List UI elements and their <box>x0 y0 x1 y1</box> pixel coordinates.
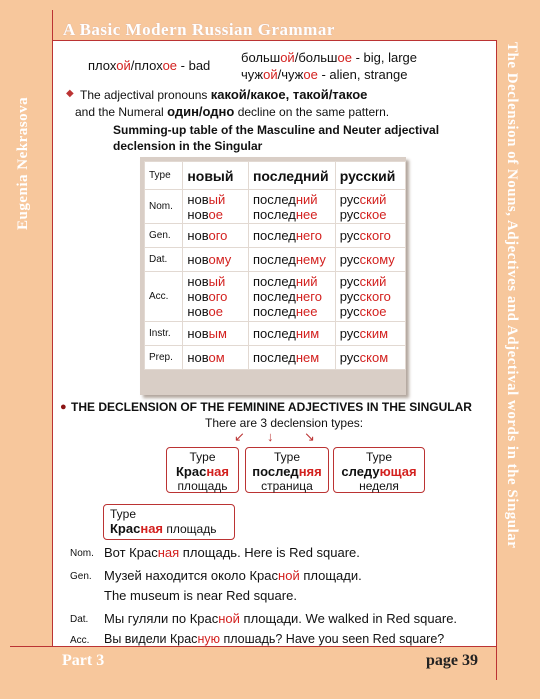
type-box-sleduyuschaya <box>333 447 425 493</box>
declension-table-frame <box>140 157 406 395</box>
diamond-bullet-icon: ◆ <box>66 88 74 99</box>
word-form: новый <box>187 191 226 207</box>
type-header-cell: Type <box>145 162 183 190</box>
author-name: Eugenia Nekrasova <box>15 96 31 230</box>
feminine-heading: THE DECLENSION OF THE FEMININE ADJECTIVES IN THE SINGULAR <box>71 400 472 414</box>
book-title: A Basic Modern Russian Grammar <box>63 20 335 39</box>
type-label: Type <box>273 450 300 464</box>
type-noun: неделя <box>359 479 399 493</box>
table-row <box>145 190 406 224</box>
word-form: нового <box>187 228 228 243</box>
header-novyi: новый <box>183 162 249 190</box>
type-noun: площадь <box>177 479 228 493</box>
example-case: Nom. <box>70 548 94 559</box>
word-form: последний <box>252 191 318 207</box>
example-type-phrase: Красная площадь <box>110 521 217 536</box>
word-form: последнему <box>252 252 326 267</box>
frame-line-left <box>52 10 53 646</box>
example-case: Acc. <box>70 635 90 646</box>
table-row <box>145 272 406 322</box>
example-translation: The museum is near Red square. <box>104 588 297 603</box>
example-sentence: Вот Красная площадь. Here is Red square. <box>104 545 360 560</box>
word-pair-big: большой/большое - big, large <box>241 50 418 65</box>
form-cell <box>248 224 335 248</box>
page-number: page 39 <box>426 652 478 669</box>
case-cell: Dat. <box>145 248 183 272</box>
frame-line-top <box>52 40 496 41</box>
table-row <box>145 248 406 272</box>
example-sentence: Мы гуляли по Красной площади. We walked in Red square. <box>104 611 458 626</box>
form-cell <box>248 322 335 346</box>
type-label: Type <box>189 450 216 464</box>
table-header-row <box>145 162 406 190</box>
case-cell: Prep. <box>145 346 183 370</box>
word-form: русский <box>339 274 387 289</box>
part-label: Part 3 <box>62 652 105 669</box>
form-cell <box>248 248 335 272</box>
case-cell: Nom. <box>145 190 183 224</box>
form-cell <box>335 224 405 248</box>
form-cell <box>183 190 249 224</box>
form-cell <box>335 346 405 370</box>
pronouns-note-line2: and the Numeral один/одно decline on the same pattern. <box>75 104 390 119</box>
word-pair-bad: плохой/плохое - bad <box>88 58 211 73</box>
type-adjective: последняя <box>252 464 322 479</box>
frame-line-bottom <box>10 646 496 647</box>
summary-title-line2: declension in the Singular <box>113 139 263 153</box>
word-form: русским <box>339 326 389 341</box>
type-noun: страница <box>261 479 313 493</box>
declension-table <box>144 161 406 370</box>
table-row <box>145 346 406 370</box>
example-case: Gen. <box>70 571 92 582</box>
word-form: русское <box>339 206 387 222</box>
word-form: новое <box>187 304 223 319</box>
form-cell <box>335 190 405 224</box>
arrow-down-left-icon: ↙ <box>234 429 245 444</box>
word-form: русское <box>339 304 387 319</box>
bullet-icon: ● <box>60 401 67 413</box>
form-cell <box>248 346 335 370</box>
case-cell: Gen. <box>145 224 183 248</box>
form-cell <box>183 346 249 370</box>
example-case: Dat. <box>70 614 89 625</box>
frame-line-right <box>496 40 497 680</box>
word-form: последний <box>252 274 318 289</box>
word-form: последним <box>252 326 320 341</box>
word-form: последнее <box>252 206 318 222</box>
word-form: последнее <box>252 304 318 319</box>
feminine-subheading: There are 3 declension types: <box>205 416 364 430</box>
case-cell: Acc. <box>145 272 183 322</box>
header-posledniy: последний <box>248 162 335 190</box>
word-form: новый <box>187 274 226 289</box>
form-cell <box>183 248 249 272</box>
word-form: новому <box>187 252 232 267</box>
example-sentence: Вы видели Красную плошадь? Have you seen Red square? <box>104 632 445 646</box>
word-form: новое <box>187 206 223 222</box>
form-cell <box>248 190 335 224</box>
form-cell <box>183 272 249 322</box>
header-russkiy: русский <box>335 162 405 190</box>
pronouns-note-line1: The adjectival pronouns какой/какое, такой/такое <box>80 87 368 102</box>
form-cell <box>248 272 335 322</box>
word-form: русского <box>339 228 391 243</box>
type-box-krasnaya <box>166 447 239 493</box>
word-form: нового <box>187 289 228 304</box>
word-form: последнем <box>252 350 320 365</box>
form-cell <box>335 248 405 272</box>
arrow-down-icon: ↓ <box>267 429 274 444</box>
chapter-side-title: The Declension of Nouns, Adjectives and Adjectival words in the Singular <box>504 42 520 549</box>
form-cell <box>335 272 405 322</box>
word-form: русскому <box>339 252 395 267</box>
word-form: русского <box>339 289 391 304</box>
word-form: новом <box>187 350 225 365</box>
example-type-box <box>103 504 235 540</box>
word-form: русском <box>339 350 389 365</box>
form-cell <box>183 224 249 248</box>
case-cell: Instr. <box>145 322 183 346</box>
type-adjective: Красная <box>175 464 229 479</box>
table-row <box>145 224 406 248</box>
type-adjective: следующая <box>341 464 417 479</box>
word-form: русский <box>339 191 387 207</box>
table-row <box>145 322 406 346</box>
arrow-down-right-icon: ↘ <box>304 429 315 444</box>
example-sentence: Музей находится около Красной площади. <box>104 568 362 583</box>
word-form: последнего <box>252 289 322 304</box>
summary-title-line1: Summing-up table of the Masculine and Neuter adjectival <box>113 123 440 137</box>
type-box-poslednyaya <box>245 447 329 493</box>
word-form: новым <box>187 326 227 341</box>
example-type-label: Type <box>110 507 137 521</box>
type-label: Type <box>365 450 392 464</box>
form-cell <box>335 322 405 346</box>
word-pair-alien: чужой/чужое - alien, strange <box>241 67 408 82</box>
form-cell <box>183 322 249 346</box>
word-form: последнего <box>252 228 322 243</box>
